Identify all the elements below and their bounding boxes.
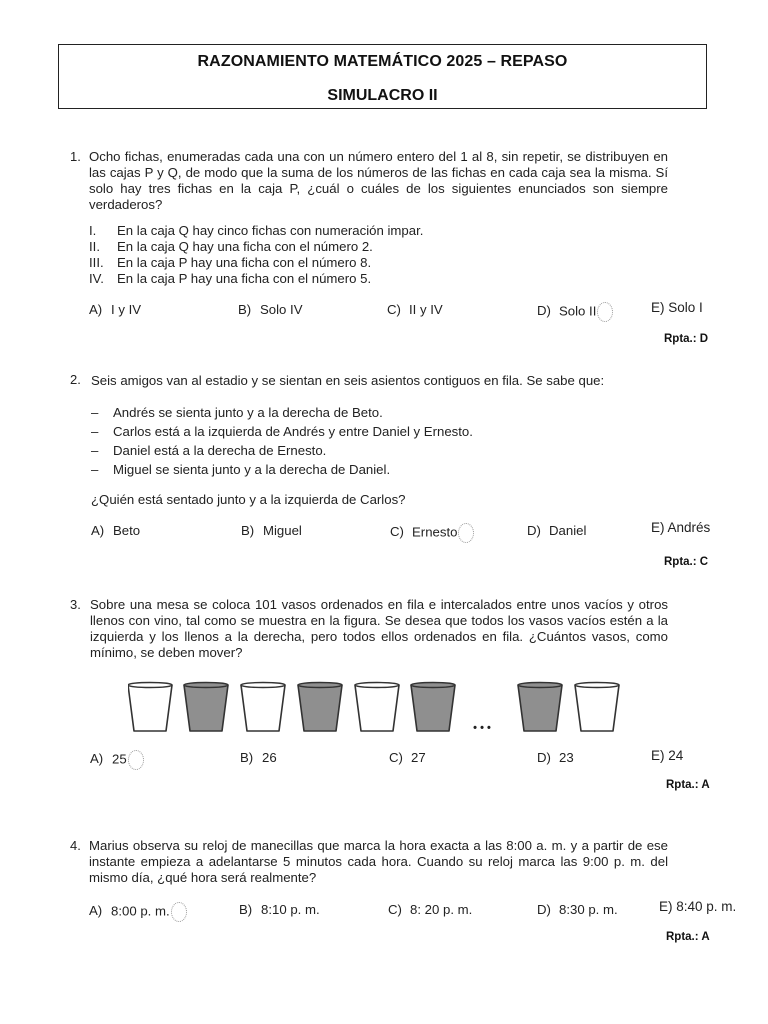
option-text: Miguel xyxy=(263,523,302,538)
condition-text: Carlos está a la izquierda de Andrés y entre Daniel y Ernesto. xyxy=(113,424,473,439)
option-text: Ernesto xyxy=(412,524,458,540)
q3-text: Sobre una mesa se coloca 101 vasos ordenados en fila e intercalados entre unos vacíos y otros llenos con vino, tal como se muestra en la figura. Se desea que todos los vasos vacíos estén a la izquierda y los llenos a la derecha, pero todos ellos ordenados en fila. ¿Cuántos vasos, como mínimo, se deben mover? xyxy=(90,597,668,660)
option-text: 25 xyxy=(112,751,127,767)
condition-text: Andrés se sienta junto y a la derecha de Beto. xyxy=(113,405,383,420)
q2-option-d[interactable] xyxy=(527,523,586,538)
q1-number: 1. xyxy=(70,149,81,164)
q3-option-b[interactable] xyxy=(240,750,277,765)
q4-answer: Rpta.: A xyxy=(666,931,710,943)
empty-glass xyxy=(355,683,399,732)
q1-answer: Rpta.: D xyxy=(664,333,709,345)
dash-marker: – xyxy=(91,424,99,439)
q4-option-d[interactable] xyxy=(537,902,618,917)
ellipsis: • • • xyxy=(473,722,491,734)
q3-number: 3. xyxy=(70,597,81,612)
statement-number: I. xyxy=(89,223,97,238)
full-glass xyxy=(518,683,562,732)
document-subtitle: SIMULACRO II xyxy=(327,87,438,104)
dash-marker: – xyxy=(91,443,99,458)
option-letter: D) xyxy=(537,303,551,319)
statement-text: En la caja P hay una ficha con el número 8. xyxy=(117,255,372,270)
q2-condition-2 xyxy=(91,423,473,441)
option-text: Daniel xyxy=(549,523,587,538)
q4-text: Marius observa su reloj de manecillas que marca la hora exacta a las 8:00 a. m. y a partir de ese instante empieza a adelantarse 5 minutos cada hora. Cuando su reloj marca las 9:00 p. m. del mismo día, ¿qué hora será realmente? xyxy=(89,838,668,885)
option-text: Solo IV xyxy=(260,302,303,317)
q2-number: 2. xyxy=(70,372,81,387)
header-box xyxy=(58,44,707,109)
option-letter: B) xyxy=(240,750,254,765)
option-letter: C) xyxy=(387,302,401,317)
option-letter: D) xyxy=(527,523,541,538)
condition-text: Miguel se sienta junto y a la derecha de Daniel. xyxy=(113,462,391,477)
answer-mark-icon xyxy=(458,523,474,543)
empty-glass xyxy=(575,683,619,732)
option-letter: D) xyxy=(537,750,551,765)
q4-option-b[interactable] xyxy=(239,902,320,917)
q2-condition-4 xyxy=(91,461,390,479)
option-letter: A) xyxy=(89,903,103,919)
document-title: RAZONAMIENTO MATEMÁTICO 2025 – REPASO xyxy=(197,53,568,70)
option-letter: D) xyxy=(537,902,551,917)
option-letter: B) xyxy=(238,302,252,317)
option-text: I y IV xyxy=(111,302,142,317)
option-text: II y IV xyxy=(409,302,443,317)
option-text: Solo II xyxy=(559,303,597,319)
q2-question: ¿Quién está sentado junto y a la izquierda de Carlos? xyxy=(91,492,406,507)
full-glass xyxy=(298,683,342,732)
answer-mark-icon xyxy=(597,302,613,322)
q3-option-d[interactable] xyxy=(537,750,574,765)
statement-number: IV. xyxy=(89,271,104,286)
glasses-figure xyxy=(128,681,628,737)
empty-glass xyxy=(128,683,172,732)
q2-option-a[interactable] xyxy=(91,523,140,538)
statement-text: En la caja P hay una ficha con el número 5. xyxy=(117,271,372,286)
statement-number: III. xyxy=(89,255,104,270)
option-text: 8: 20 p. m. xyxy=(410,902,473,917)
q4-option-a[interactable] xyxy=(89,902,187,922)
option-letter: B) xyxy=(241,523,255,538)
q1-option-a[interactable] xyxy=(89,302,141,317)
q4-option-c[interactable] xyxy=(388,902,472,917)
full-glass xyxy=(411,683,455,732)
q4-option-e[interactable]: E) 8:40 p. m. xyxy=(659,899,737,914)
q3-option-a[interactable] xyxy=(90,750,144,770)
q3-option-c[interactable] xyxy=(389,750,426,765)
q1-option-e[interactable]: E) Solo I xyxy=(651,300,703,315)
option-text: 27 xyxy=(411,750,426,765)
option-letter: C) xyxy=(388,902,402,917)
dash-marker: – xyxy=(91,462,99,477)
option-text: 8:10 p. m. xyxy=(261,902,320,917)
option-letter: B) xyxy=(239,902,253,917)
q2-option-b[interactable] xyxy=(241,523,302,538)
option-text: 23 xyxy=(559,750,574,765)
q1-text: Ocho fichas, enumeradas cada una con un número entero del 1 al 8, sin repetir, se distribuyen en las cajas P y Q, de modo que la suma de los números de las fichas en cada caja sea la misma. Sí solo hay tres fichas en la caja P, ¿cuál o cuáles de los siguientes enunciados son siempre verdaderos? xyxy=(89,149,668,212)
option-text: Beto xyxy=(113,523,141,538)
q2-condition-3 xyxy=(91,442,326,460)
answer-mark-icon xyxy=(128,750,144,770)
statement-text: En la caja Q hay cinco fichas con numeración impar. xyxy=(117,223,424,238)
empty-glass xyxy=(241,683,285,732)
statement-text: En la caja Q hay una ficha con el número 2. xyxy=(117,239,373,254)
dash-marker: – xyxy=(91,405,99,420)
q1-option-b[interactable] xyxy=(238,302,303,317)
q1-option-d[interactable] xyxy=(537,302,613,322)
statement-number: II. xyxy=(89,239,100,254)
q1-option-c[interactable] xyxy=(387,302,443,317)
full-glass xyxy=(184,683,228,732)
q2-answer: Rpta.: C xyxy=(664,556,709,568)
option-text: 26 xyxy=(262,750,277,765)
q2-text: Seis amigos van al estadio y se sientan en seis asientos contiguos en fila. Se sabe que: xyxy=(91,373,605,388)
q1-statement-4 xyxy=(89,270,371,288)
option-text: 8:00 p. m. xyxy=(111,903,170,919)
q3-answer: Rpta.: A xyxy=(666,779,710,791)
option-letter: C) xyxy=(389,750,403,765)
q2-option-e[interactable]: E) Andrés xyxy=(651,520,711,535)
option-letter: C) xyxy=(390,524,404,540)
option-letter: A) xyxy=(89,302,103,317)
option-letter: A) xyxy=(90,751,104,767)
q4-number: 4. xyxy=(70,838,81,853)
condition-text: Daniel está a la derecha de Ernesto. xyxy=(113,443,327,458)
q2-condition-1 xyxy=(91,404,383,422)
option-text: 8:30 p. m. xyxy=(559,902,618,917)
q3-option-e[interactable]: E) 24 xyxy=(651,748,684,763)
option-letter: A) xyxy=(91,523,105,538)
q2-option-c[interactable] xyxy=(390,523,474,543)
answer-mark-icon xyxy=(171,902,187,922)
